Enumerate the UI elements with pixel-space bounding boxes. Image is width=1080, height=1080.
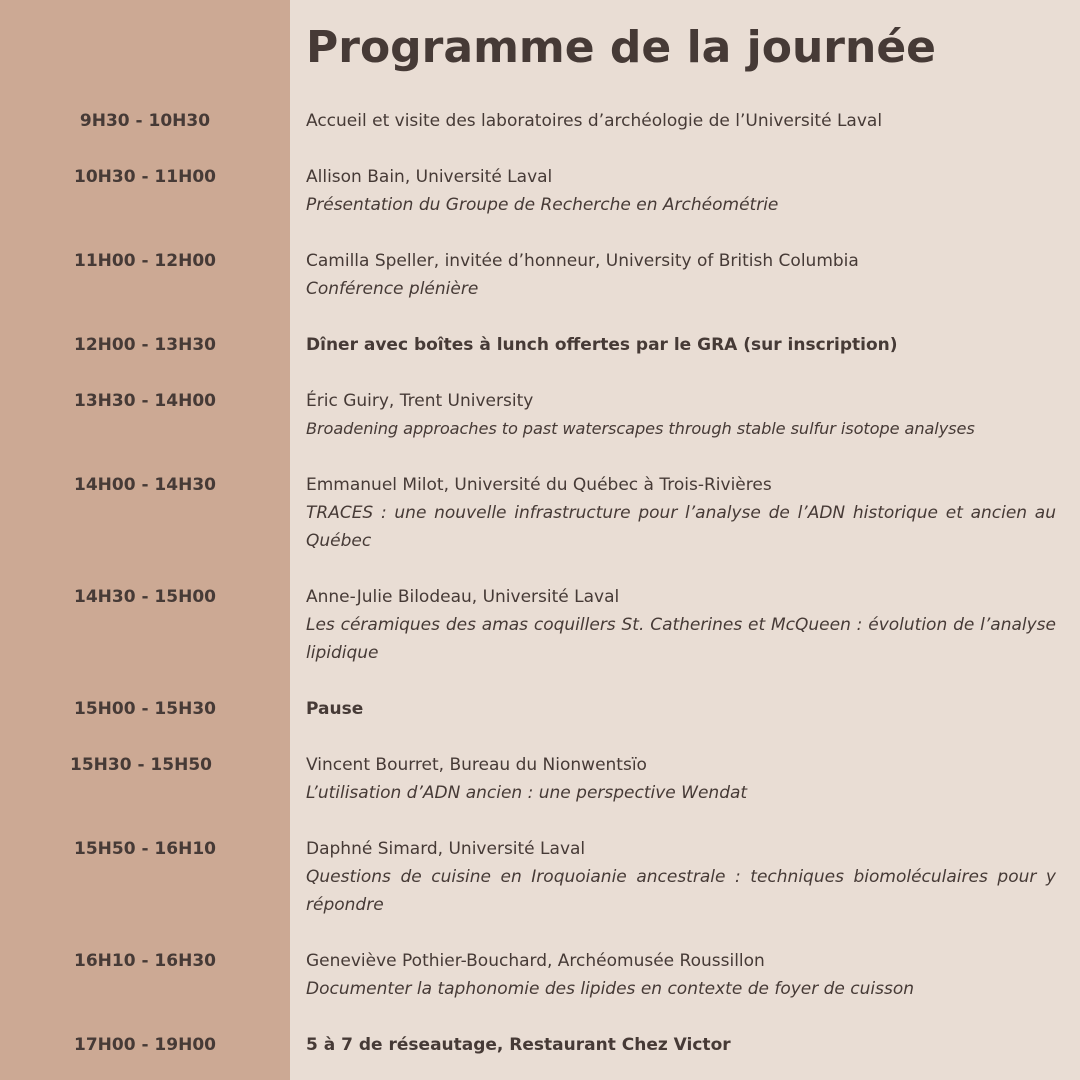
schedule-talk-title: L’utilisation d’ADN ancien : une perspective Wendat	[306, 783, 748, 803]
schedule-time: 13H30 - 14H00	[74, 391, 216, 411]
schedule-talk-title: Les céramiques des amas coquillers St. Catherines et McQueen : évolution de l’analyse lipidique	[306, 615, 1056, 663]
schedule-time: 14H30 - 15H00	[74, 587, 216, 607]
schedule-time: 14H00 - 14H30	[74, 475, 216, 495]
schedule-speaker: Camilla Speller, invitée d’honneur, University of British Columbia	[306, 251, 859, 271]
schedule-details	[306, 695, 1056, 723]
schedule-time: 15H30 - 15H50	[70, 755, 212, 775]
schedule-details	[306, 947, 1056, 1003]
schedule-activity: Accueil et visite des laboratoires d’archéologie de l’Université Laval	[306, 111, 883, 131]
schedule-details	[306, 163, 1056, 219]
schedule-time: 12H00 - 13H30	[74, 335, 216, 355]
schedule-activity: 5 à 7 de réseautage, Restaurant Chez Victor	[306, 1035, 731, 1055]
schedule-activity: Dîner avec boîtes à lunch offertes par le GRA (sur inscription)	[306, 335, 898, 355]
schedule-talk-title: TRACES : une nouvelle infrastructure pour l’analyse de l’ADN historique et ancien au Québec	[306, 503, 1056, 551]
schedule-time: 10H30 - 11H00	[74, 167, 216, 187]
schedule-time: 9H30 - 10H30	[79, 111, 211, 131]
schedule-time: 15H50 - 16H10	[74, 839, 216, 859]
schedule-speaker: Vincent Bourret, Bureau du Nionwentsïo	[306, 755, 647, 775]
schedule-talk-title: Broadening approaches to past waterscapes through stable sulfur isotope analyses	[306, 419, 975, 438]
schedule-details	[306, 751, 1056, 807]
schedule-details	[306, 331, 1056, 359]
schedule-details	[306, 1031, 1056, 1059]
schedule-time: 17H00 - 19H00	[74, 1035, 216, 1055]
schedule-speaker: Éric Guiry, Trent University	[306, 391, 534, 411]
schedule-speaker: Daphné Simard, Université Laval	[306, 839, 586, 859]
schedule-speaker: Allison Bain, Université Laval	[306, 167, 553, 187]
schedule-time: 15H00 - 15H30	[74, 699, 216, 719]
schedule-time: 11H00 - 12H00	[74, 251, 216, 271]
schedule-details	[306, 471, 1056, 555]
schedule-talk-title: Questions de cuisine en Iroquoianie ancestrale : techniques biomoléculaires pour y répondre	[306, 867, 1056, 915]
schedule-details	[306, 835, 1056, 919]
schedule-talk-title: Conférence plénière	[306, 279, 479, 299]
schedule-talk-title: Présentation du Groupe de Recherche en Archéométrie	[306, 195, 779, 215]
schedule-details	[306, 107, 1056, 135]
schedule-speaker: Geneviève Pothier-Bouchard, Archéomusée Roussillon	[306, 951, 765, 971]
schedule-speaker: Anne-Julie Bilodeau, Université Laval	[306, 587, 620, 607]
schedule-details	[306, 583, 1056, 667]
schedule-talk-title: Documenter la taphonomie des lipides en contexte de foyer de cuisson	[306, 979, 915, 999]
schedule-activity: Pause	[306, 699, 364, 719]
schedule-speaker: Emmanuel Milot, Université du Québec à Trois-Rivières	[306, 475, 772, 495]
schedule-details	[306, 247, 1056, 303]
page-title: Programme de la journée	[306, 22, 937, 73]
schedule-details	[306, 387, 1056, 443]
schedule-time: 16H10 - 16H30	[74, 951, 216, 971]
